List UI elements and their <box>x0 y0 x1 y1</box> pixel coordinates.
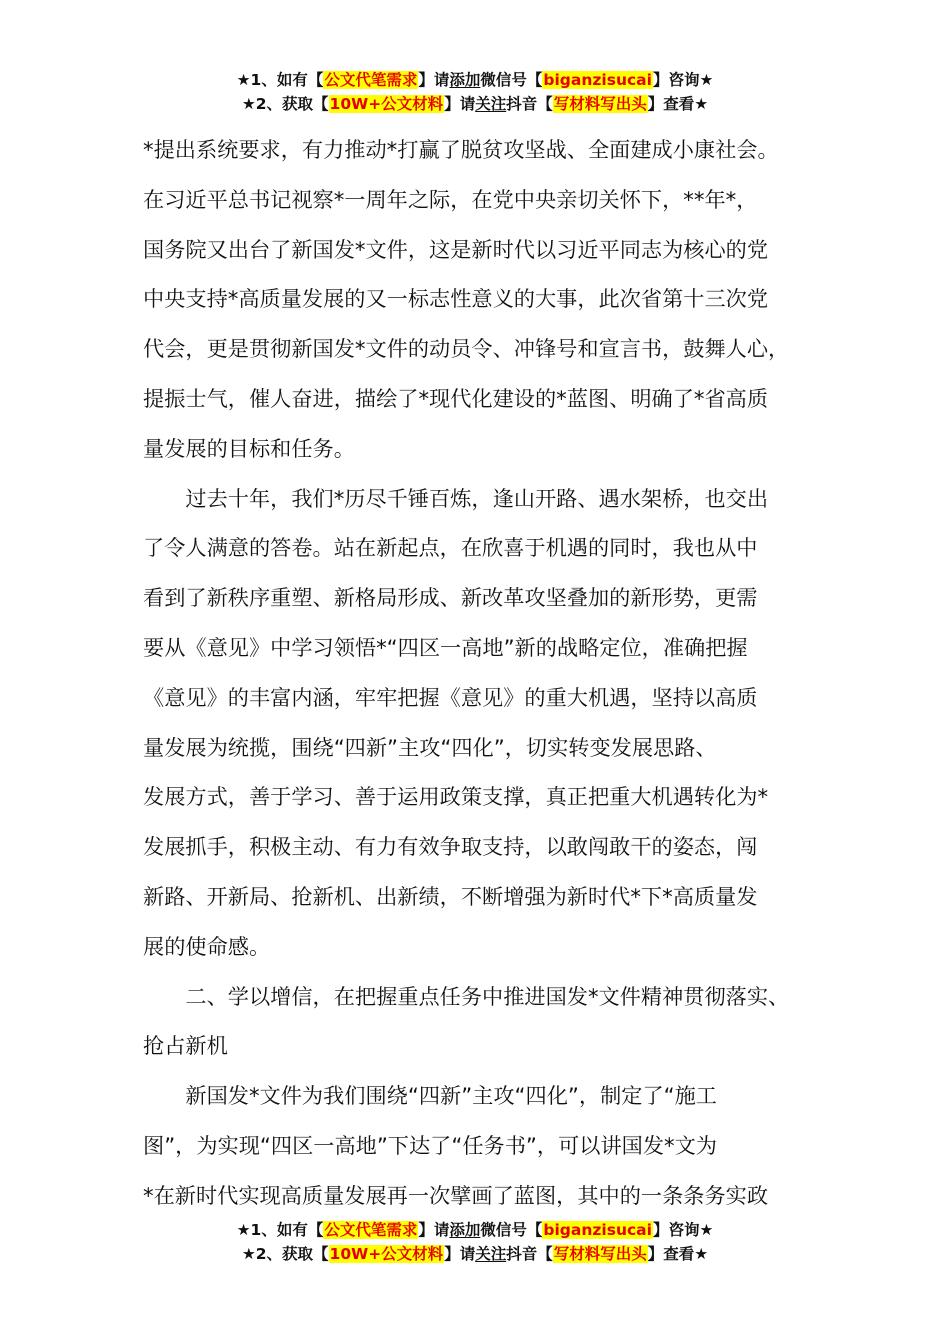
promo-text: ★2、获取【 <box>241 1245 329 1263</box>
highlight-douyin-account: 写材料写出头 <box>553 1245 647 1263</box>
body-line: 图”，为实现“四区一高地”下达了“任务书”，可以讲国发*文为 <box>143 1132 717 1158</box>
highlight-materials: 10W+公文材料 <box>329 1245 444 1263</box>
body-line: 发展抓手，积极主动、有力有效争取支持，以敢闯敢干的姿态，闯 <box>143 834 758 860</box>
section-heading-line: 二、学以增信，在把握重点任务中推进国发*文件精神贯彻落实、 <box>143 983 790 1009</box>
promo-text: 】请 <box>418 71 450 89</box>
body-line: 《意见》的丰富内涵，牢牢把握《意见》的重大机遇，坚持以高质 <box>143 684 758 710</box>
promo-text: 抖音【 <box>506 1245 553 1263</box>
highlight-service: 公文代笔需求 <box>324 1221 418 1239</box>
promo-text: 抖音【 <box>506 95 553 113</box>
highlight-douyin-account: 写材料写出头 <box>553 95 647 113</box>
body-line: 量发展的目标和任务。 <box>143 435 355 461</box>
body-line: 代会，更是贯彻新国发*文件的动员令、冲锋号和宣言书，鼓舞人心， <box>143 336 790 362</box>
underlined-action: 关注 <box>475 95 507 113</box>
underlined-action: 添加 <box>449 71 481 89</box>
body-line: 新国发*文件为我们围绕“四新”主攻“四化”，制定了“施工 <box>143 1083 717 1109</box>
promo-text: 】咨询★ <box>652 71 714 89</box>
highlight-service: 公文代笔需求 <box>324 71 418 89</box>
promo-text: 微信号【 <box>480 1221 543 1239</box>
body-line: *提出系统要求，有力推动*打赢了脱贫攻坚战、全面建成小康社会。 <box>143 137 779 162</box>
body-line: 国务院又出台了新国发*文件，这是新时代以习近平同志为核心的党 <box>143 236 769 262</box>
promo-text: 微信号【 <box>480 71 543 89</box>
highlight-wechat-id: biganzisucai <box>543 71 652 89</box>
highlight-wechat-id: biganzisucai <box>543 1221 652 1239</box>
body-line: 提振士气，催人奋进，描绘了*现代化建设的*蓝图、明确了*省高质 <box>143 385 769 411</box>
promo-text: 】请 <box>444 1245 476 1263</box>
promo-text: ★1、如有【 <box>236 71 324 89</box>
promo-text: ★1、如有【 <box>236 1221 324 1239</box>
underlined-action: 添加 <box>449 1221 481 1239</box>
promo-line-1 <box>0 68 950 92</box>
body-line: 发展方式，善于学习、善于运用政策支撑，真正把重大机遇转化为* <box>143 784 769 810</box>
promo-text: 】查看★ <box>647 95 709 113</box>
promo-banner-bottom <box>0 1218 950 1266</box>
section-heading-line: 抢占新机 <box>143 1033 228 1059</box>
promo-line-2 <box>0 92 950 116</box>
promo-text: 】查看★ <box>647 1245 709 1263</box>
body-line: 过去十年，我们*历尽千锤百炼，逢山开路、遇水架桥，也交出 <box>143 485 769 511</box>
body-line: 展的使命感。 <box>143 933 271 959</box>
body-line: 在习近平总书记视察*一周年之际，在党中央亲切关怀下，**年*， <box>143 186 758 212</box>
promo-text: 】请 <box>444 95 476 113</box>
document-body <box>143 125 823 1221</box>
body-line: 量发展为统揽，围绕“四新”主攻“四化”，切实转变发展思路、 <box>143 734 717 760</box>
body-line: 看到了新秩序重塑、新格局形成、新改革攻坚叠加的新形势，更需 <box>143 585 758 611</box>
highlight-materials: 10W+公文材料 <box>329 95 444 113</box>
promo-text: 】咨询★ <box>652 1221 714 1239</box>
promo-line-2 <box>0 1242 950 1266</box>
promo-text: 】请 <box>418 1221 450 1239</box>
body-line: 了令人满意的答卷。站在新起点，在欣喜于机遇的同时，我也从中 <box>143 535 758 561</box>
promo-line-1 <box>0 1218 950 1242</box>
body-line: 中央支持*高质量发展的又一标志性意义的大事，此次省第十三次党 <box>143 286 769 312</box>
body-line: 新路、开新局、抢新机、出新绩，不断增强为新时代*下*高质量发 <box>143 883 758 909</box>
promo-banner-top <box>0 68 950 116</box>
promo-text: ★2、获取【 <box>241 95 329 113</box>
underlined-action: 关注 <box>475 1245 507 1263</box>
body-line: 要从《意见》中学习领悟*“四区一高地”新的战略定位，准确把握 <box>143 634 748 660</box>
body-line: *在新时代实现高质量发展再一次擘画了蓝图，其中的一条条务实政 <box>143 1182 769 1208</box>
